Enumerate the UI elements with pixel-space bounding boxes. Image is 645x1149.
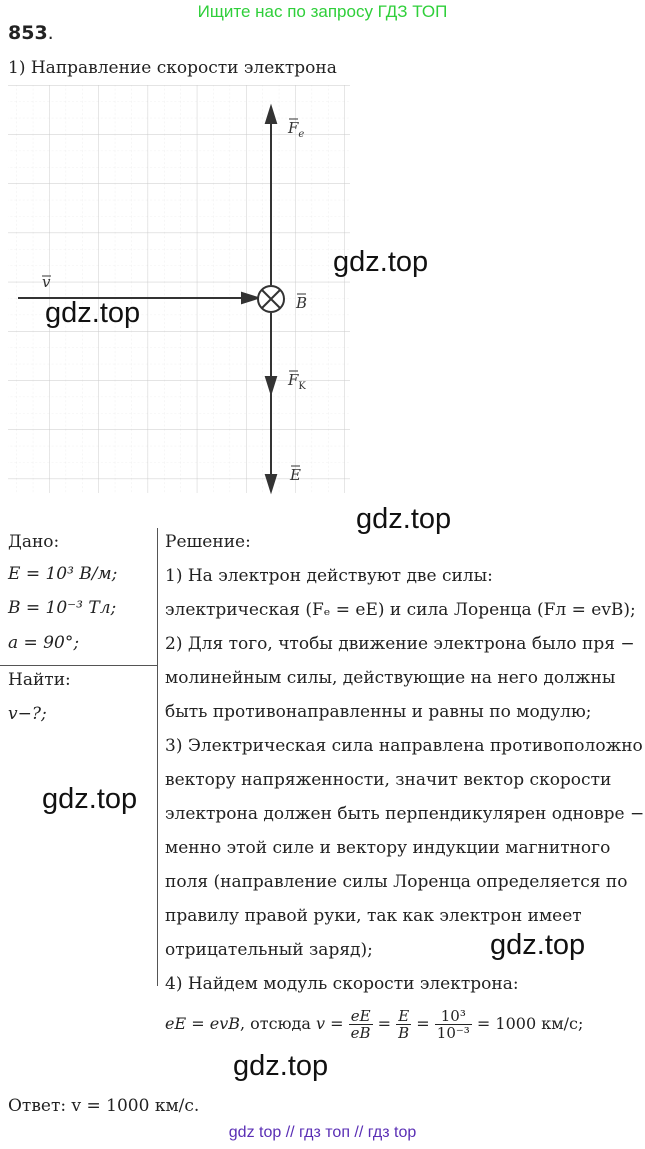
solution-line-11: правилу правой руки, так как электрон имеет <box>165 906 582 926</box>
force-diagram <box>0 85 350 500</box>
given-a: a = 90°; <box>8 633 80 653</box>
formula-v: v = <box>316 1014 344 1033</box>
fraction-2-denominator: B <box>398 1024 410 1042</box>
fraction-3-denominator: 10⁻³ <box>436 1024 470 1042</box>
v-label: v <box>42 273 51 291</box>
grid-background <box>8 85 350 493</box>
fraction-1-numerator: eE <box>349 1008 373 1025</box>
solution-line-3: 2) Для того, чтобы движение электрона было пря − <box>165 634 635 654</box>
formula-result: = 1000 км/с; <box>476 1014 584 1033</box>
b-into-page-icon <box>258 286 284 312</box>
given-b: B = 10⁻³ Тл; <box>8 598 117 618</box>
problem-number <box>8 22 54 44</box>
fk-label: $F_K$ <box>288 371 306 392</box>
solution-line-10: поля (направление силы Лоренца определяется по <box>165 872 628 892</box>
watermark-5: gdz.top <box>490 929 586 961</box>
formula-lhs: eE = evB <box>165 1014 240 1033</box>
solution-title: Решение: <box>165 532 251 552</box>
solution-line-6: 3) Электрическая сила направлена противоположно <box>165 736 643 756</box>
find-value: v−?; <box>8 704 47 724</box>
footer-links: gdz top // гдз топ // гдз top <box>228 1124 417 1141</box>
watermark-6: gdz.top <box>233 1050 329 1082</box>
top-banner: Ищите нас по запросу ГДЗ ТОП <box>197 2 448 21</box>
b-label: B <box>296 294 308 312</box>
solution-line-4: молинейным силы, действующие на него должны <box>165 668 616 688</box>
fraction-3-numerator: 10³ <box>435 1008 472 1025</box>
table-horizontal-divider <box>0 665 157 666</box>
fraction-2-numerator: E <box>396 1008 411 1025</box>
table-vertical-divider <box>157 528 158 986</box>
heading: 1) Направление скорости электрона <box>8 58 337 78</box>
fraction-eE-eB <box>349 1008 373 1041</box>
fe-label: $F_e$ <box>288 119 305 140</box>
solution-line-2: электрическая (Fₑ = eE) и сила Лоренца (Fл = evB); <box>165 600 636 620</box>
solution-line-1: 1) На электрон действуют две силы: <box>165 566 493 586</box>
solution-formula <box>165 1008 583 1041</box>
solution-line-13: 4) Найдем модуль скорости электрона: <box>165 974 519 994</box>
find-title: Найти: <box>8 670 71 690</box>
fraction-E-B <box>396 1008 411 1041</box>
given-title: Дано: <box>8 532 60 552</box>
formula-equals-1: = <box>377 1014 392 1033</box>
fraction-powers <box>435 1008 472 1041</box>
watermark-1: gdz.top <box>333 246 429 278</box>
solution-line-5: быть противонаправленны и равны по модулю; <box>165 702 592 722</box>
e-label: E <box>290 466 301 484</box>
watermark-3: gdz.top <box>356 503 452 535</box>
solution-line-8: электрона должен быть перпендикулярен одновре − <box>165 804 645 824</box>
formula-equals-2: = <box>416 1014 430 1033</box>
solution-line-12: отрицательный заряд); <box>165 940 373 960</box>
solution-line-7: вектору напряженности, значит вектор скорости <box>165 770 612 790</box>
watermark-2: gdz.top <box>45 297 141 329</box>
answer: Ответ: v = 1000 км/с. <box>8 1096 200 1116</box>
problem-number-dot: . <box>47 22 54 44</box>
given-e: E = 10³ В/м; <box>8 564 118 584</box>
solution-line-9: менно этой силе и вектору индукции магнитного <box>165 838 611 858</box>
problem-number-value: 853 <box>8 22 48 44</box>
watermark-4: gdz.top <box>42 783 138 815</box>
formula-mid: , отсюда <box>240 1014 317 1033</box>
fraction-1-denominator: eB <box>350 1024 371 1042</box>
